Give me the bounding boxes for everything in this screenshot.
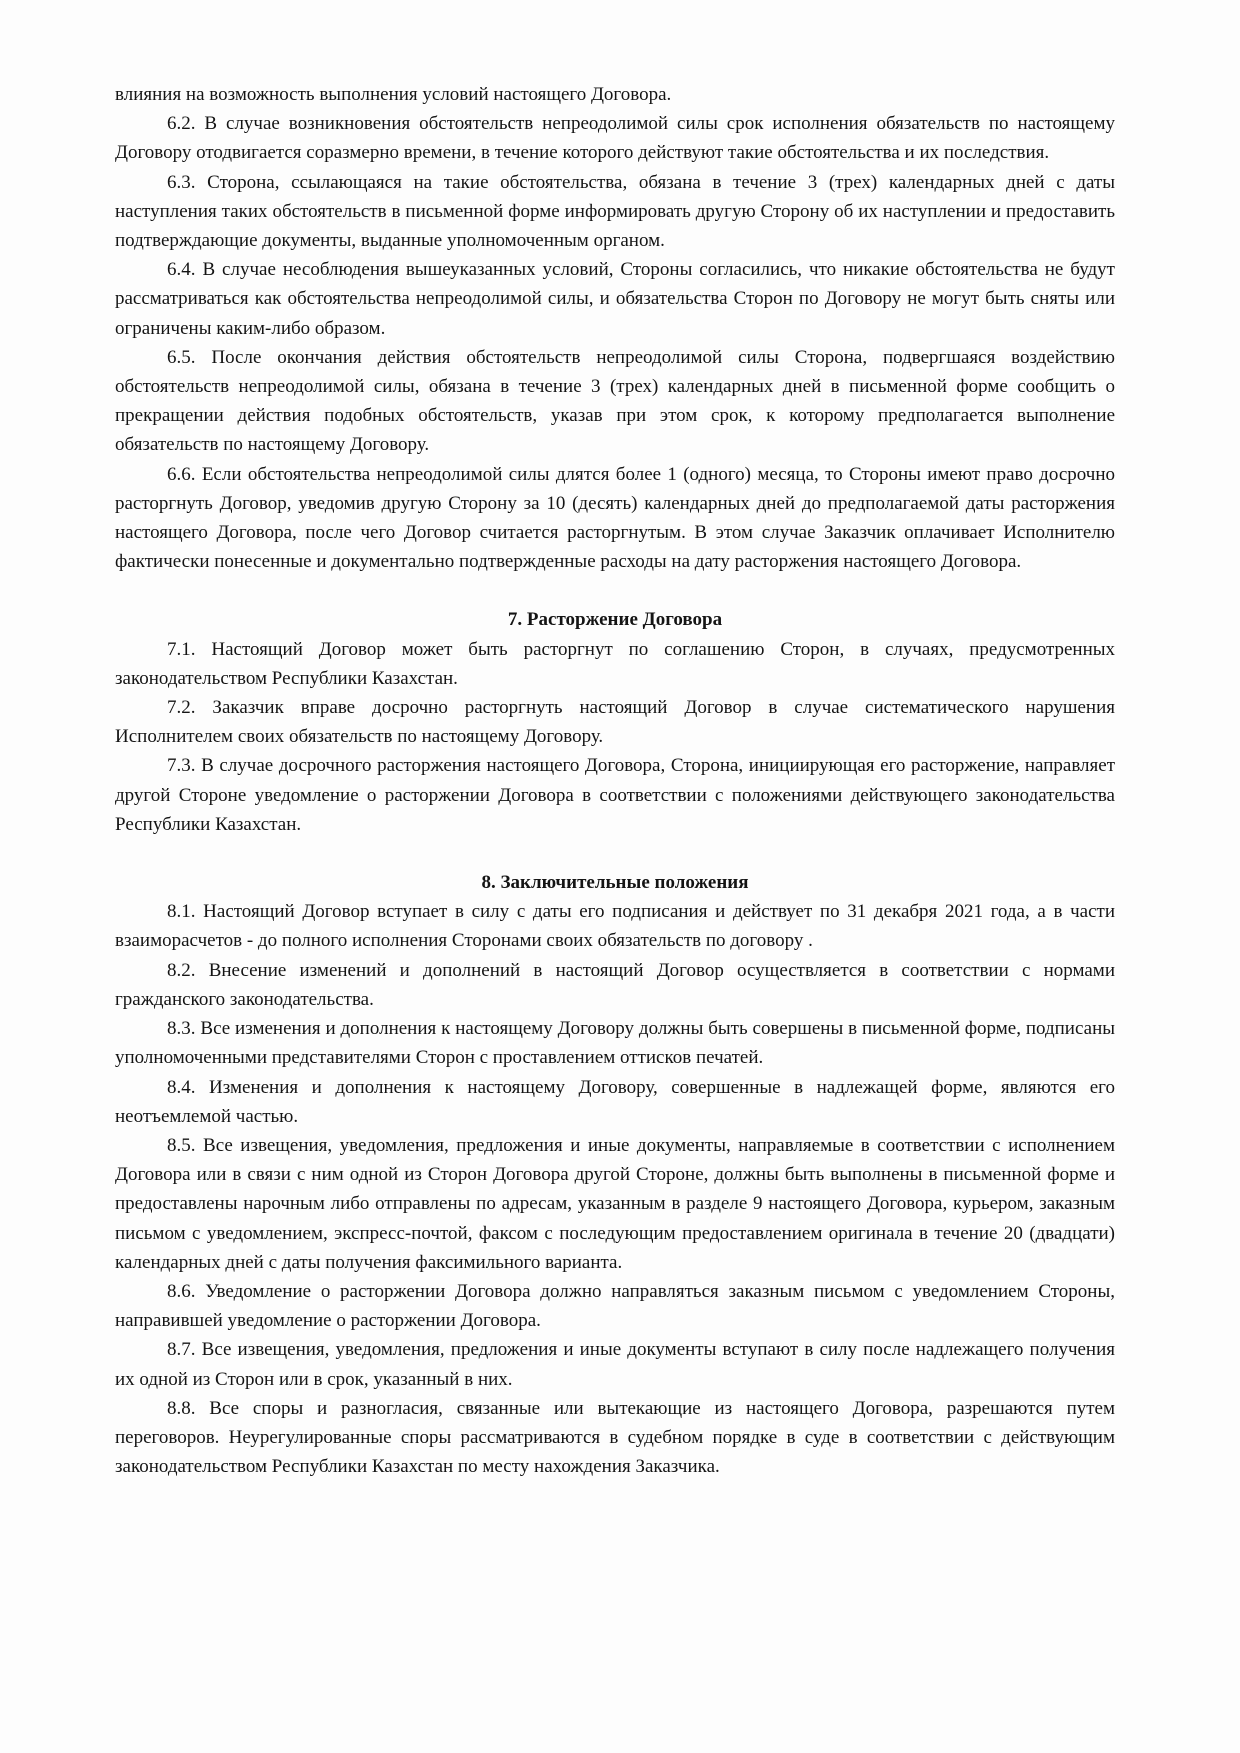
clause-number: 6.6.: [167, 463, 196, 485]
clause-text: Заказчик вправе досрочно расторгнуть настоящий Договор в случае систематического нарушения Исполнителем своих обязательств по настоящему Договору.: [115, 697, 1115, 748]
section-7-heading: 7. Расторжение Договора: [507, 609, 723, 631]
clause-text: После окончания действия обстоятельств непреодолимой силы Сторона, подвергшаяся воздействию обстоятельств непреодолимой силы, обязана в течение 3 (трех) календарных дней в письменной форме сообщить о прекращении действия подобных обстоятельств, указав при этом срок, к которому предполагается выполнение обязательств по настоящему Договору.: [115, 346, 1115, 456]
clause-7-3: [115, 751, 1115, 839]
clause-text: Настоящий Договор вступает в силу с даты его подписания и действует по 31 декабря 2021 года, а в части взаиморасчетов - до полного исполнения Сторонами своих обязательств по договору .: [115, 901, 1116, 952]
clause-text: Все извещения, уведомления, предложения и иные документы вступают в силу после надлежащего получения их одной из Сторон или в срок, указанный в них.: [115, 1339, 1116, 1390]
clause-8-6: [115, 1277, 1115, 1335]
clause-8-2: [115, 956, 1115, 1014]
clause-number: 8.3.: [167, 1018, 196, 1040]
clause-number: 7.1.: [167, 638, 196, 660]
clause-number: 6.5.: [167, 346, 196, 368]
clause-6-5: [115, 343, 1115, 460]
clause-text: Уведомление о расторжении Договора должно направляться заказным письмом с уведомлением Стороны, направившей уведомление о расторжении Договора.: [115, 1280, 1115, 1332]
clause-6-4: [115, 255, 1115, 343]
clause-number: 6.4.: [167, 259, 196, 281]
clause-number: 8.4.: [167, 1076, 196, 1098]
clause-text: В случае досрочного расторжения настоящего Договора, Сторона, инициирующая его расторжение, направляет другой Стороне уведомление о расторжении Договора в соответствии с положениями действующего законодательства Республики Казахстан.: [115, 755, 1115, 835]
clause-text: Все извещения, уведомления, предложения и иные документы, направляемые в соответствии с исполнением Договора или в связи с ним одной из Сторон Договора другой Стороне, должны быть выполнены в письменной форме и предоставлены нарочным либо отправлены по адресам, указанным в разделе 9 настоящего Договора, курьером, заказным письмом с уведомлением, экспресс-почтой, факсом с последующим предоставлением оригинала в течение 20 (двадцати) календарных дней с даты получения факсимильного варианта.: [115, 1134, 1115, 1273]
clause-text: Настоящий Договор может быть расторгнут по соглашению Сторон, в случаях, предусмотренных законодательством Республики Казахстан.: [115, 638, 1116, 689]
section6-continuation: влияния на возможность выполнения условий настоящего Договора.: [115, 84, 672, 105]
clause-6-3: [115, 168, 1115, 256]
clause-number: 8.1.: [167, 901, 196, 923]
clause-7-2: [115, 693, 1115, 751]
clause-8-1: [115, 897, 1115, 955]
clause-text: Сторона, ссылающаяся на такие обстоятельства, обязана в течение 3 (трех) календарных дней с даты наступления таких обстоятельств в письменной форме информировать другую Сторону об их наступлении и предоставить подтверждающие документы, выданные уполномоченным органом.: [115, 171, 1115, 252]
clause-text: Все споры и разногласия, связанные или вытекающие из настоящего Договора, разрешаются путем переговоров. Неурегулированные споры рассматриваются в судебном порядке в суде в соответствии с действующим законодательством Республики Казахстан по месту нахождения Заказчика.: [115, 1397, 1116, 1478]
clause-6-6: [115, 460, 1115, 577]
clause-text: Если обстоятельства непреодолимой силы длятся более 1 (одного) месяца, то Стороны имеют право досрочно расторгнуть Договор, уведомив другую Сторону за 10 (десять) календарных дней до предполагаемой даты расторжения настоящего Договора, после чего Договор считается расторгнутым. В этом случае Заказчик оплачивает Исполнителю фактически понесенные и документально подтвержденные расходы на дату расторжения настоящего Договора.: [115, 463, 1115, 573]
clause-text: Изменения и дополнения к настоящему Договору, совершенные в надлежащей форме, являются его неотъемлемой частью.: [115, 1076, 1116, 1127]
section-8-heading: 8. Заключительные положения: [481, 872, 749, 894]
clause-number: 8.6.: [167, 1280, 196, 1302]
clause-number: 8.2.: [167, 959, 196, 981]
clause-text: В случае возникновения обстоятельств непреодолимой силы срок исполнения обязательств по настоящему Договору отодвигается соразмерно времени, в течение которого действуют такие обстоятельства и их последствия.: [115, 113, 1115, 164]
clause-8-7: [115, 1335, 1115, 1393]
clause-number: 7.3.: [167, 755, 196, 777]
clause-number: 6.2.: [167, 113, 196, 135]
clause-text: В случае несоблюдения вышеуказанных условий, Стороны согласились, что никакие обстоятельства не будут рассматриваться как обстоятельства непреодолимой силы, и обязательства Сторон по Договору не могут быть сняты или ограничены каким-либо образом.: [115, 259, 1115, 339]
clause-number: 8.5.: [167, 1134, 196, 1156]
clause-8-3: [115, 1014, 1115, 1072]
clause-8-8: [115, 1394, 1115, 1482]
clause-text: Все изменения и дополнения к настоящему Договору должны быть совершены в письменной форме, подписаны уполномоченными представителями Сторон с проставлением оттисков печатей.: [115, 1018, 1116, 1069]
clause-8-4: [115, 1073, 1115, 1131]
clause-number: 8.7.: [167, 1339, 196, 1361]
clause-number: 8.8.: [167, 1397, 196, 1419]
clause-8-5: [115, 1131, 1115, 1277]
document-body: [115, 80, 1115, 1481]
clause-number: 7.2.: [167, 697, 196, 719]
clause-7-1: [115, 635, 1115, 693]
clause-number: 6.3.: [167, 171, 196, 193]
clause-6-2: [115, 109, 1115, 167]
clause-text: Внесение изменений и дополнений в настоящий Договор осуществляется в соответствии с нормами гражданского законодательства.: [115, 959, 1115, 1010]
